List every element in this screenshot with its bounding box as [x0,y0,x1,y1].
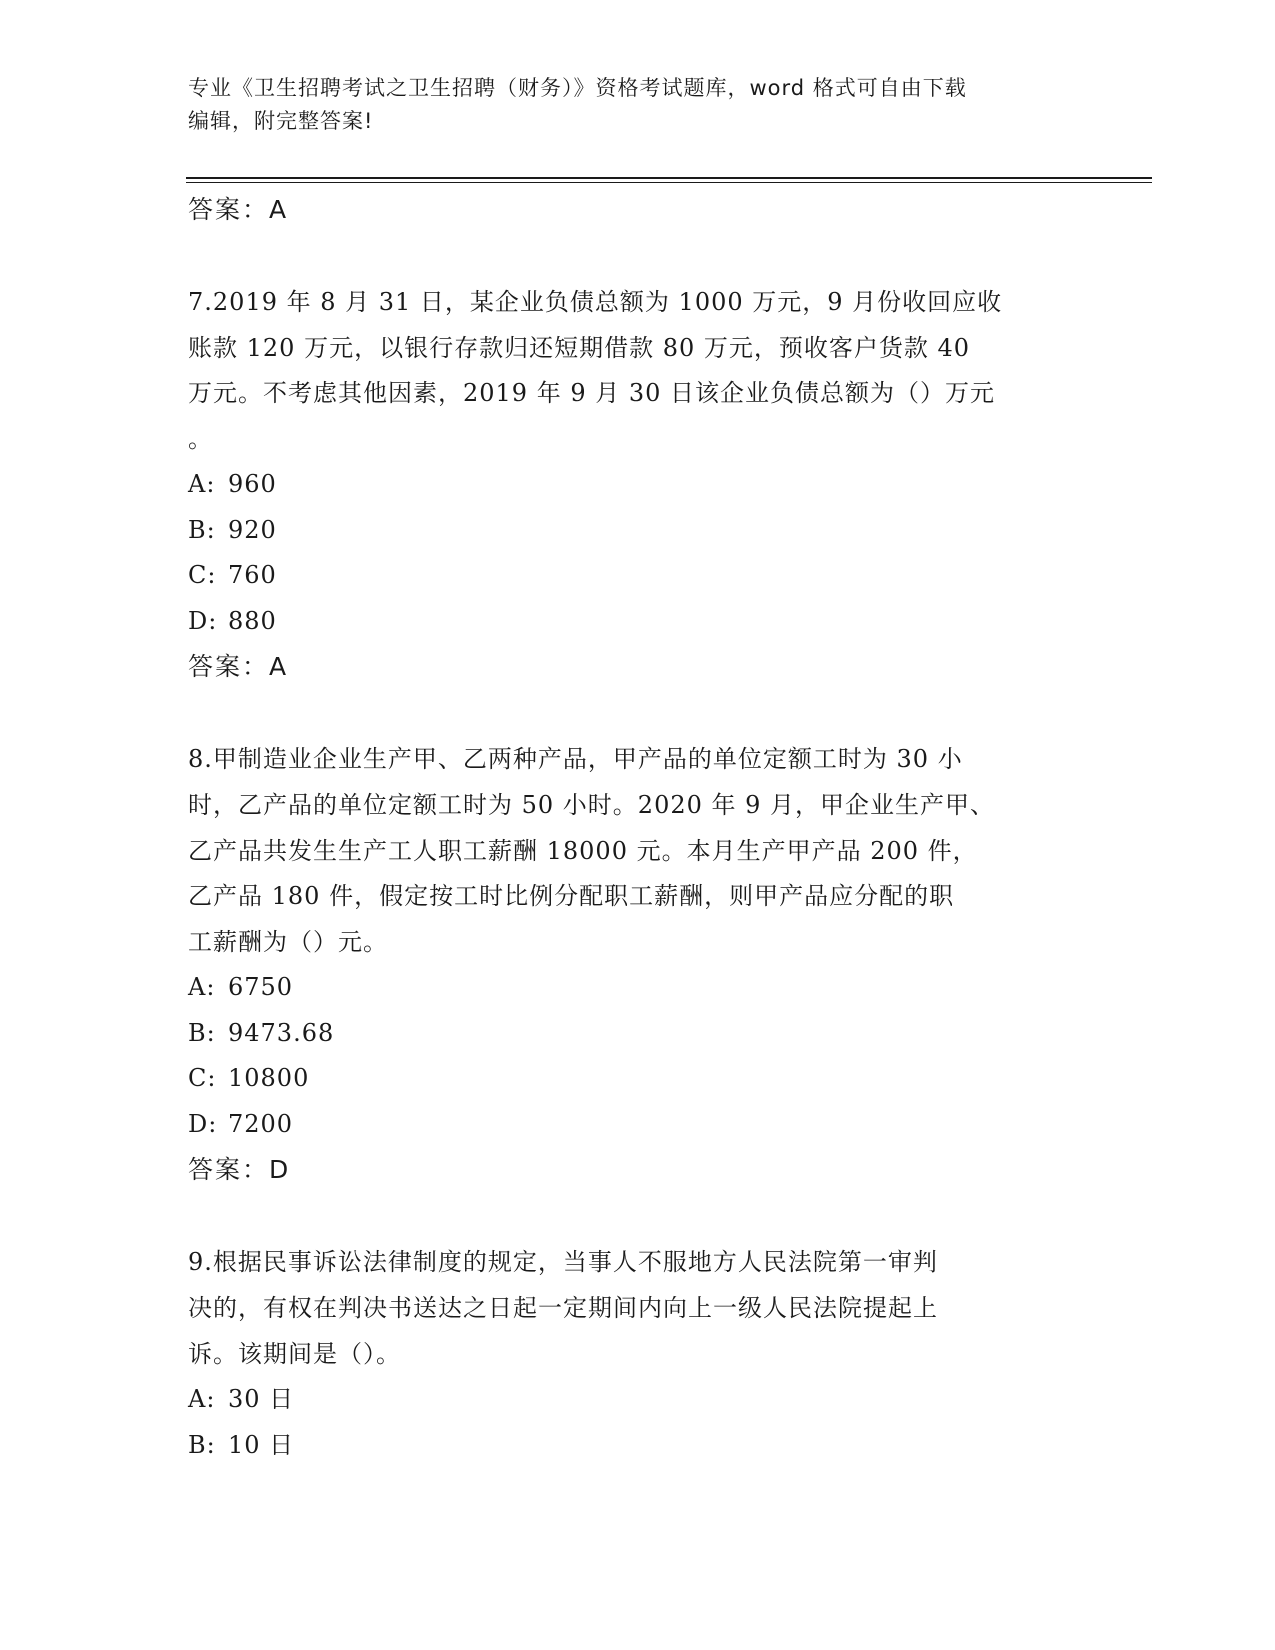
previous-answer: 答案：A [188,195,289,224]
option-text: 6750 [228,973,294,1002]
question-stem [188,734,1088,965]
stem-line: 决的，有权在判决书送达之日起一定期间内向上一级人民法院提起上 [188,1293,938,1322]
stem-line: 9.根据民事诉讼法律制度的规定，当事人不服地方人民法院第一审判 [188,1248,938,1277]
option-label: A: [188,973,216,1002]
answer-7: 答案：A [188,652,289,682]
stem-line: 乙产品 180 件，假定按工时比例分配职工薪酬，则甲产品应分配的职 [188,882,955,911]
header-line-1: 专业《卫生招聘考试之卫生招聘（财务）》资格考试题库，word 格式可自由下载 [188,76,967,100]
stem-line: 账款 120 万元，以银行存款归还短期借款 80 万元，预收客户货款 40 [188,333,971,362]
spacer [188,1193,1088,1237]
stem-line: 诉。该期间是（）。 [188,1339,401,1368]
document-header [188,72,1068,138]
option-label: D: [188,1109,218,1138]
option-c [188,553,1088,599]
stem-line: 7.2019 年 8 月 31 日，某企业负债总额为 1000 万元，9 月份收回应收 [188,288,1003,316]
option-label: B: [188,515,216,544]
option-label: D: [188,606,218,635]
option-text: 880 [228,606,277,635]
stem-line: 工薪酬为（）元。 [188,927,388,956]
option-b [188,1011,1088,1057]
option-label: B: [188,1430,216,1459]
option-label: B: [188,1018,216,1047]
question-8 [188,734,1088,1193]
stem-line: 万元。不考虑其他因素，2019 年 9 月 30 日该企业负债总额为（）万元 [188,379,996,408]
option-text: 30 日 [228,1385,295,1414]
stem-line: 时，乙产品的单位定额工时为 50 小时。2020 年 9 月，甲企业生产甲、 [188,790,996,819]
question-9 [188,1237,1088,1468]
option-b [188,1423,1088,1469]
option-a [188,965,1088,1011]
option-text: 960 [228,470,277,499]
option-d [188,599,1088,645]
question-list [188,187,1088,1468]
option-a [188,462,1088,508]
header-line-2: 编辑，附完整答案! [188,109,374,133]
answer-8: 答案：D [188,1155,291,1185]
option-text: 920 [228,515,277,544]
option-label: A: [188,470,216,499]
option-text: 9473.68 [228,1018,335,1047]
header-rule-thick [186,177,1152,179]
option-label: C: [188,561,217,590]
spacer [188,233,1088,277]
option-text: 10 日 [228,1430,295,1459]
stem-line: 。 [188,424,213,453]
option-d [188,1102,1088,1148]
question-stem [188,1237,1088,1377]
header-rule-thin [186,182,1152,183]
question-stem [188,277,1088,462]
option-text: 10800 [228,1064,310,1093]
option-a [188,1377,1088,1423]
stem-line: 8.甲制造业企业生产甲、乙两种产品，甲产品的单位定额工时为 30 小 [188,745,963,774]
stem-line: 乙产品共发生生产工人职工薪酬 18000 元。本月生产甲产品 200 件， [188,836,978,865]
spacer [188,690,1088,734]
question-7 [188,277,1088,690]
option-c [188,1056,1088,1102]
option-label: A: [188,1385,216,1414]
option-text: 760 [228,561,277,590]
option-label: C: [188,1064,217,1093]
option-text: 7200 [228,1109,294,1138]
option-b [188,508,1088,554]
